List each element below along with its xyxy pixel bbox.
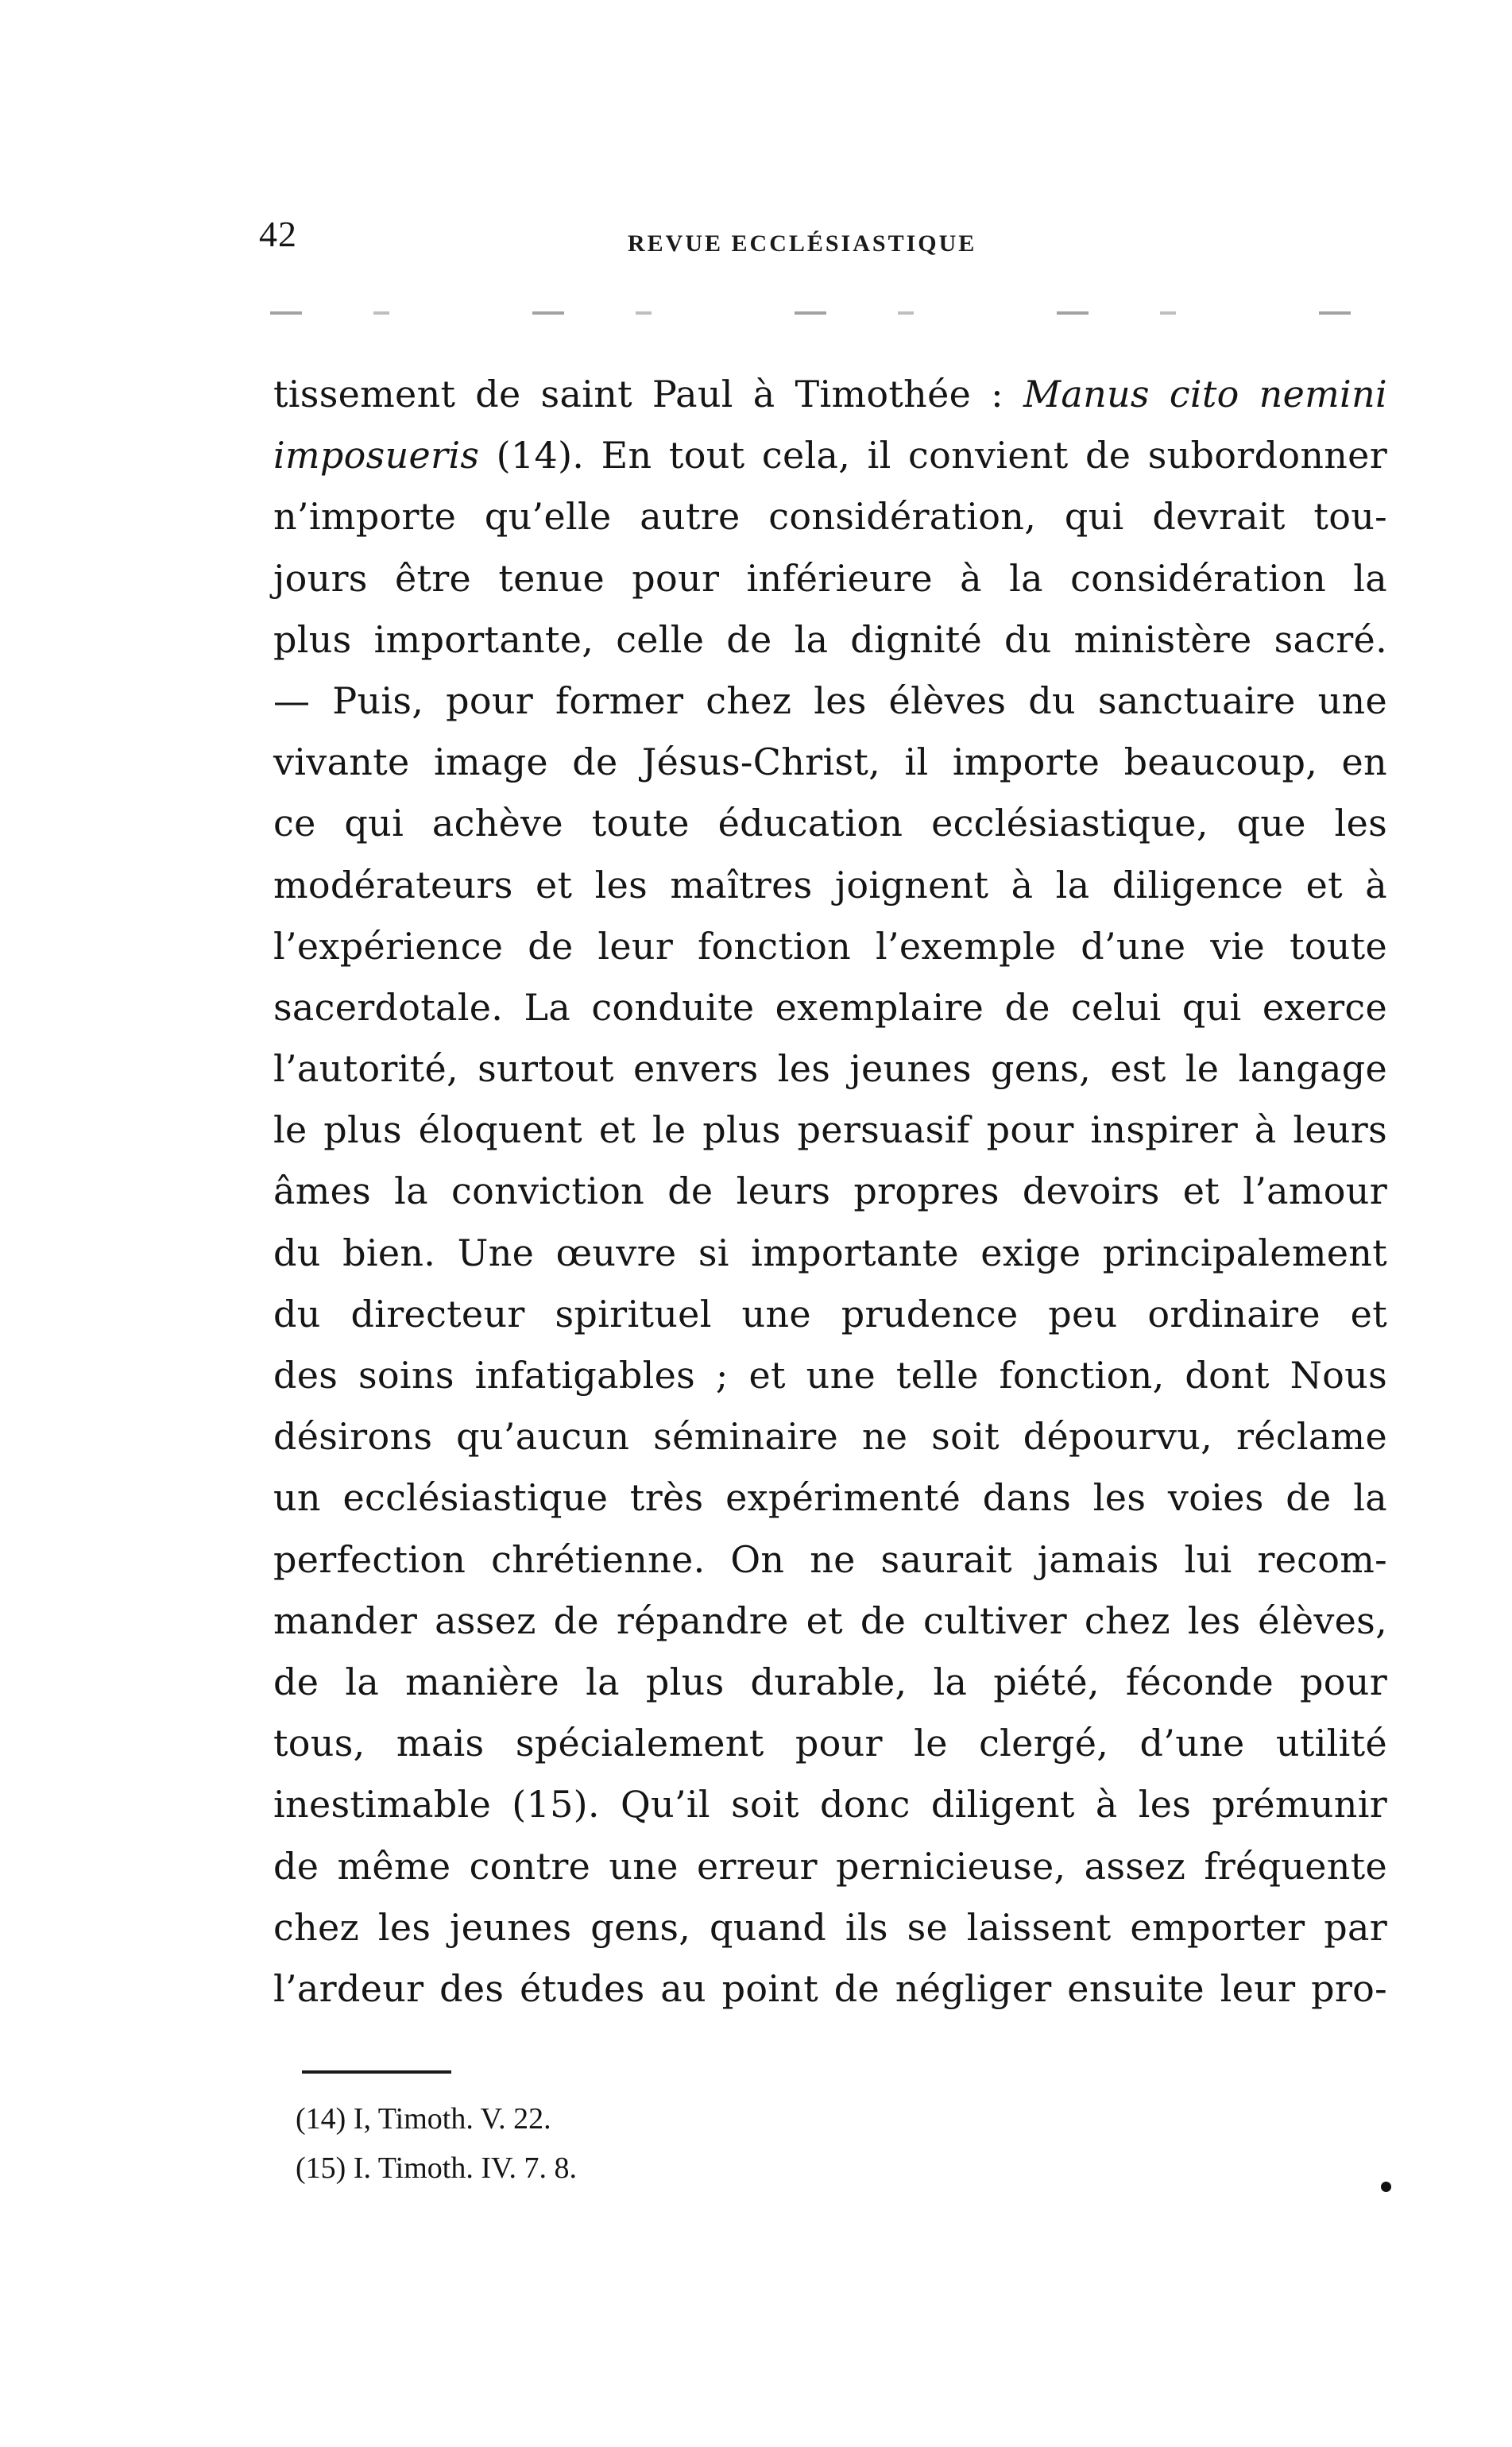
text-run: de la manière la plus durable, la piété, féconde pour (273, 1660, 1387, 1703)
text-run: l’autorité, surtout envers les jeunes gens, est le langage (273, 1047, 1387, 1091)
text-line (273, 1467, 1387, 1529)
body-text (273, 364, 1387, 2020)
text-run: chez les jeunes gens, quand ils se laissent emporter par (273, 1905, 1387, 1949)
text-line (273, 1161, 1387, 1222)
text-run: vivante image de Jésus-Christ, il importe beaucoup, en (273, 740, 1387, 784)
text-line (273, 1100, 1387, 1161)
text-line (273, 977, 1387, 1038)
text-line (273, 732, 1387, 793)
text-line (273, 793, 1387, 854)
footnote: (14) I, Timoth. V. 22. (296, 2102, 551, 2136)
text-run: du bien. Une œuvre si importante exige principalement (273, 1231, 1387, 1274)
text-run: perfection chrétienne. On ne saurait jamais lui recom- (273, 1537, 1387, 1581)
text-run: le plus éloquent et le plus persuasif pour inspirer à leurs (273, 1108, 1387, 1152)
text-line (273, 916, 1387, 977)
text-line (273, 1223, 1387, 1284)
ink-speck (1381, 2182, 1391, 2192)
text-run: désirons qu’aucun séminaire ne soit dépourvu, réclame (273, 1415, 1387, 1459)
text-line (273, 671, 1387, 732)
text-line (273, 1038, 1387, 1100)
running-title: REVUE ECCLÉSIASTIQUE (628, 230, 977, 257)
latin-quote: Manus cito nemini (1023, 373, 1387, 416)
text-line (273, 1774, 1387, 1835)
footnote: (15) I. Timoth. IV. 7. 8. (296, 2151, 578, 2185)
text-line (273, 425, 1387, 486)
text-run: de même contre une erreur pernicieuse, assez fréquente (273, 1844, 1387, 1888)
text-run: des soins infatigables ; et une telle fonction, dont Nous (273, 1354, 1387, 1397)
text-line (273, 486, 1387, 547)
page-number: 42 (259, 214, 297, 254)
latin-quote: imposueris (273, 434, 480, 477)
text-run: plus importante, celle de la dignité du ministère sacré. (273, 617, 1387, 661)
footnote-rule (302, 2070, 451, 2074)
text-line (273, 1836, 1387, 1897)
text-run: tous, mais spécialement pour le clergé, d’une utilité (273, 1722, 1387, 1765)
text-run: un ecclésiastique très expérimenté dans les voies de la (273, 1476, 1387, 1520)
text-run: inestimable (15). Qu’il soit donc diligent à les prémunir (273, 1783, 1387, 1827)
text-line (273, 855, 1387, 916)
text-line (273, 1652, 1387, 1713)
text-run: mander assez de répandre et de cultiver chez les élèves, (273, 1598, 1387, 1642)
text-line (273, 1529, 1387, 1591)
text-run: (14). En tout cela, il convient de subordonner (479, 434, 1387, 477)
text-run: du directeur spirituel une prudence peu ordinaire et (273, 1292, 1387, 1336)
text-run: sacerdotale. La conduite exemplaire de celui qui exerce (273, 985, 1387, 1029)
footnotes (296, 2094, 577, 2193)
text-run: ce qui achève toute éducation ecclésiastique, que les (273, 802, 1387, 845)
text-line (273, 1345, 1387, 1406)
text-run: modérateurs et les maîtres joignent à la diligence et à (273, 863, 1387, 907)
text-line (273, 1897, 1387, 1958)
text-line (273, 548, 1387, 609)
text-line (273, 1713, 1387, 1774)
text-run: — Puis, pour former chez les élèves du sanctuaire une (273, 678, 1387, 722)
text-line (273, 1284, 1387, 1345)
text-line (273, 1958, 1387, 2020)
text-run: l’ardeur des études au point de négliger ensuite leur pro- (273, 1966, 1387, 2010)
text-line (273, 1591, 1387, 1652)
text-line (273, 609, 1387, 671)
text-run: jours être tenue pour inférieure à la considération la (273, 556, 1387, 600)
text-line (273, 364, 1387, 425)
text-run: tissement de saint Paul à Timothée : (273, 373, 1023, 416)
text-run: l’expérience de leur fonction l’exemple d’une vie toute (273, 924, 1387, 968)
text-line (273, 1406, 1387, 1467)
text-run: n’importe qu’elle autre considération, qui devrait tou- (273, 495, 1387, 539)
text-run: âmes la conviction de leurs propres devoirs et l’amour (273, 1169, 1387, 1213)
header-rule (270, 311, 1386, 315)
